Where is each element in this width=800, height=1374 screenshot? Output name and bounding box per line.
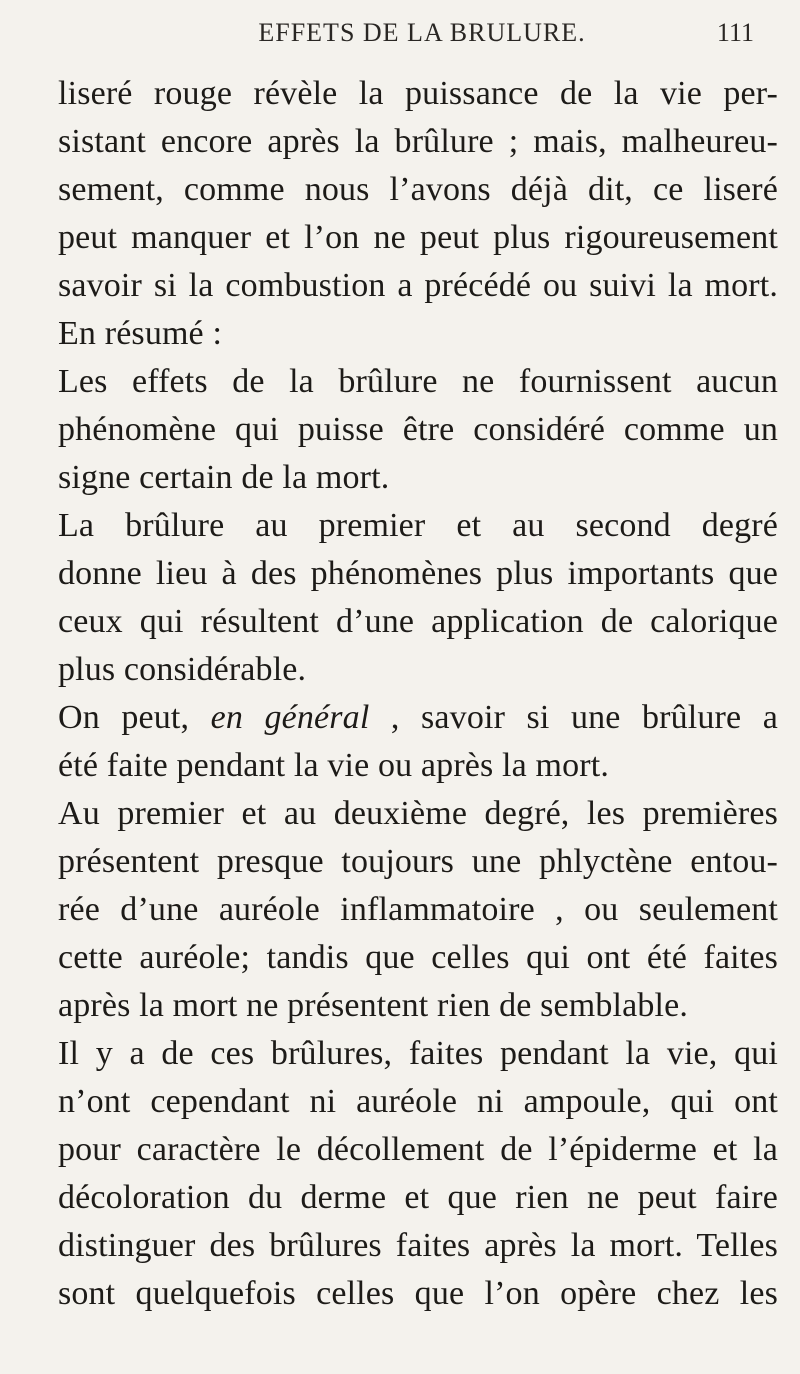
text-line: En résumé : <box>58 315 223 352</box>
text-line: décoloration du derme et que rien ne peut faire <box>58 1179 778 1216</box>
line-segment: On peut, <box>58 699 211 736</box>
text-line: liseré rouge révèle la puissance de la vie per- <box>58 75 778 112</box>
text-line: Les effets de la brûlure ne fournissent aucun <box>58 363 778 400</box>
page-header <box>72 18 772 58</box>
text-line: rée d’une auréole inflammatoire , ou seulement <box>58 891 778 928</box>
text-line: plus considérable. <box>58 651 307 688</box>
text-line: Il y a de ces brûlures, faites pendant la vie, qui <box>58 1035 778 1072</box>
text-line: signe certain de la mort. <box>58 459 390 496</box>
text-line: distinguer des brûlures faites après la mort. Telles <box>58 1227 778 1264</box>
text-line: phénomène qui puisse être considéré comme un <box>58 411 778 448</box>
text-line: Au premier et au deuxième degré, les premières <box>58 795 778 832</box>
line-segment: , savoir si une brûlure a <box>369 699 778 736</box>
text-line-with-italic <box>58 694 778 742</box>
text-line: après la mort ne présentent rien de semblable. <box>58 987 688 1024</box>
text-line: cette auréole; tandis que celles qui ont été faites <box>58 939 778 976</box>
text-line: n’ont cependant ni auréole ni ampoule, qui ont <box>58 1083 778 1120</box>
running-title: EFFETS DE LA BRULURE. <box>258 18 586 47</box>
text-line: donne lieu à des phénomènes plus importants que <box>58 555 778 592</box>
text-line: présentent presque toujours une phlyctène entou- <box>58 843 778 880</box>
italic-phrase: en général <box>210 699 370 736</box>
text-line: sement, comme nous l’avons déjà dit, ce liseré <box>58 171 778 208</box>
page-number: 111 <box>716 18 754 47</box>
text-line: peut manquer et l’on ne peut plus rigoureusement <box>58 219 778 256</box>
text-line: été faite pendant la vie ou après la mort. <box>58 747 610 784</box>
text-line: savoir si la combustion a précédé ou suivi la mort. <box>58 267 778 304</box>
text-line: La brûlure au premier et au second degré <box>58 507 778 544</box>
body-text <box>58 70 778 1318</box>
text-line: sistant encore après la brûlure ; mais, malheureu- <box>58 123 778 160</box>
text-line: sont quelquefois celles que l’on opère chez les <box>58 1275 778 1312</box>
text-line: pour caractère le décollement de l’épiderme et la <box>58 1131 778 1168</box>
text-line: ceux qui résultent d’une application de calorique <box>58 603 778 640</box>
